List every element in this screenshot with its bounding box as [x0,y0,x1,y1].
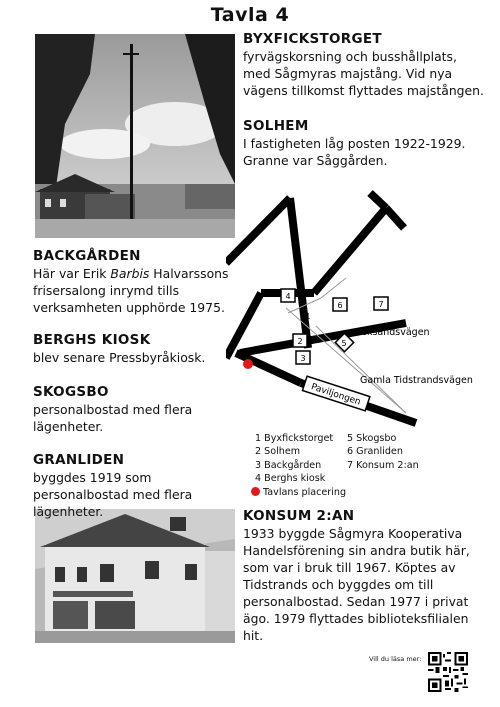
text-byxfickstorget: fyrvägskorsning och busshållplats, med Sågmyras majstång. Vid nya vägens tillkomst flyttades majstången. [243,49,484,98]
konsum-photo [35,509,235,643]
maypole-photo [35,34,235,238]
map-marker-1 [305,312,310,321]
svg-text:5: 5 [341,339,347,348]
legend-item: 2 Solhem [255,446,301,458]
legend-left-column [255,432,346,499]
legend-right-column [347,432,419,472]
heading-backgarden: BACKGÅRDEN [33,248,141,264]
placement-marker [243,359,253,369]
map-marker-7 [374,297,388,310]
legend-placement: Tavlans placering [251,486,346,499]
road-label-gamla-tidstrandsvagen: Gamla Tidstrandsvägen [360,375,473,386]
map-marker-2 [293,334,307,347]
svg-text:1: 1 [305,312,311,321]
svg-text:6: 6 [337,301,343,310]
page-title: Tavla 4 [210,4,290,26]
section-solhem [243,118,488,169]
heading-berghs-kiosk: BERGHS KIOSK [33,332,151,348]
svg-text:4: 4 [285,292,291,301]
text-konsum: 1933 byggde Sågmyra Kooperativa Handelsförening sin andra butik här, som var i bruk till 1967. Köptes av Tidstrands och byggdes om till personalbostad. Sedan 1977 i privat ägo. 1979 flyttades biblioteksfilialen hit. [243,526,470,643]
legend-item: 5 Skogsbo [347,433,397,444]
text-skogsbo: personalbostad med flera lägenheter. [33,402,193,434]
section-granliden [33,452,233,520]
map-marker-6 [333,298,347,311]
section-skogsbo [33,384,233,435]
heading-konsum: KONSUM 2:AN [243,508,355,524]
map-marker-3 [296,351,310,364]
text-backgarden: Här var Erik Barbis Halvarssons frisersalong inrymd tills verksamheten upphörde 1975. [33,266,229,315]
legend-item: 6 Granliden [347,446,403,458]
legend-item: 4 Berghs kiosk [255,473,326,485]
svg-text:3: 3 [300,354,306,363]
qr-label: Vill du läsa mer: [369,655,422,663]
svg-text:7: 7 [378,300,384,309]
legend-item: 7 Konsum 2:an [347,459,419,471]
road-label-leksandsvagen: Leksandsvägen [356,327,430,338]
section-byxfickstorget [243,31,488,99]
heading-byxfickstorget: BYXFICKSTORGET [243,31,382,47]
legend-item: 3 Backgården [255,459,322,471]
section-backgarden [33,248,233,316]
area-map [226,188,488,438]
heading-skogsbo: SKOGSBO [33,384,109,400]
qr-code-icon[interactable] [428,652,468,692]
section-berghs-kiosk [33,332,233,366]
text-berghs-kiosk: blev senare Pressbyråkiosk. [33,350,206,365]
legend-item: 1 Byxfickstorget [255,433,334,444]
red-dot-icon [251,487,260,496]
text-granliden: byggdes 1919 som personalbostad med flera lägenheter. [33,470,193,519]
text-solhem: I fastigheten låg posten 1922-1929. Granne var Såggården. [243,136,466,168]
section-konsum [243,508,488,644]
heading-granliden: GRANLIDEN [33,452,125,468]
map-marker-4 [281,289,295,302]
heading-solhem: SOLHEM [243,118,309,134]
paviljongen-label: Paviljongen [309,382,362,408]
svg-text:2: 2 [297,337,303,346]
